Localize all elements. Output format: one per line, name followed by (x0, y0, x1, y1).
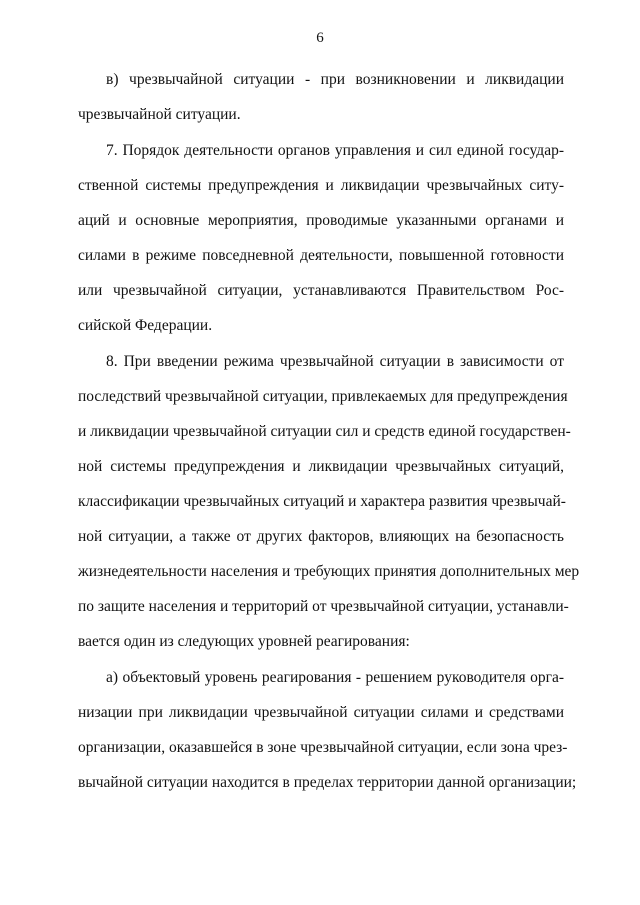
paragraph-4-line-4: вычайной ситуации находится в пределах территории данной организации; (78, 774, 577, 791)
paragraph-2-line-3: аций и основные мероприятия, проводимые указанными органами и (78, 212, 564, 229)
paragraph-3-line-6: ной ситуации, а также от других факторов, влияющих на безопасность (78, 528, 564, 545)
paragraph-3-line-5: классификации чрезвычайных ситуаций и характера развития чрезвычай- (78, 493, 566, 510)
paragraph-3-line-3: и ликвидации чрезвычайной ситуации сил и средств единой государствен- (78, 423, 571, 440)
page-number: 6 (316, 30, 324, 46)
paragraph-2-line-2: ственной системы предупреждения и ликвидации чрезвычайных ситу- (78, 177, 564, 194)
paragraph-1-line-2: чрезвычайной ситуации. (78, 106, 241, 123)
paragraph-4-line-2: низации при ликвидации чрезвычайной ситуации силами и средствами (78, 704, 564, 721)
paragraph-2-line-6: сийской Федерации. (78, 317, 213, 334)
paragraph-1-line-1: в) чрезвычайной ситуации - при возникновении и ликвидации (106, 71, 564, 88)
paragraph-3-line-1: 8. При введении режима чрезвычайной ситуации в зависимости от (106, 353, 564, 370)
paragraph-3-line-8: по защите населения и территорий от чрезвычайной ситуации, устанавли- (78, 598, 569, 615)
paragraph-3-line-4: ной системы предупреждения и ликвидации чрезвычайных ситуаций, (78, 458, 564, 475)
paragraph-3-line-2: последствий чрезвычайной ситуации, привлекаемых для предупреждения (78, 388, 568, 405)
paragraph-3-line-7: жизнедеятельности населения и требующих принятия дополнительных мер (78, 563, 580, 580)
paragraph-3-line-9: вается один из следующих уровней реагирования: (78, 633, 410, 650)
paragraph-4-line-3: организации, оказавшейся в зоне чрезвычайной ситуации, если зона чрез- (78, 739, 568, 756)
paragraph-4-line-1: а) объектовый уровень реагирования - решением руководителя орга- (106, 669, 564, 686)
paragraph-2-line-4: силами в режиме повседневной деятельности, повышенной готовности (78, 247, 564, 264)
paragraph-2-line-1: 7. Порядок деятельности органов управления и сил единой государ- (106, 142, 564, 159)
paragraph-2-line-5: или чрезвычайной ситуации, устанавливаются Правительством Рос- (78, 282, 564, 299)
